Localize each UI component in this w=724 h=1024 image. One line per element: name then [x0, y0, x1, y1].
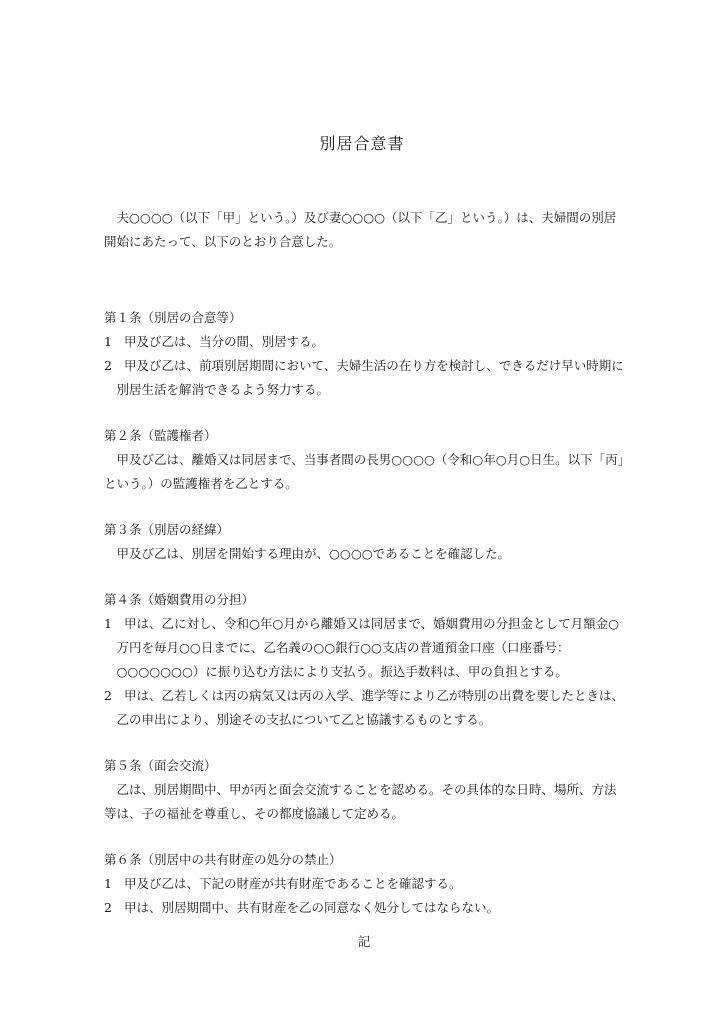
article-5 [104, 754, 624, 826]
article-paragraph: 甲及び乙は、離婚又は同居まで、当事者間の長男○○○○（令和○年○月○日生。以下「丙」という。）の監護権者を乙とする。 [104, 452, 624, 491]
article-6 [104, 848, 624, 920]
article-item: 2 甲は、別居期間中、共有財産を乙の同意なく処分してはならない。 [104, 900, 500, 915]
article-item: 1 甲は、乙に対し、令和○年○月から離婚又は同居まで、婚姻費用の分担金として月額金○万円を毎月○○日までに、乙名義の○○銀行○○支店の普通預金口座（口座番号：○○○○○○○）に振り込む方法により支払う。振込手数料は、甲の負担とする。 [104, 616, 619, 679]
article-2 [104, 424, 624, 496]
article-item: 2 甲及び乙は、前項別居期間において、夫婦生活の在り方を検討し、できるだけ早い時期に別居生活を解消できるよう努力する。 [104, 358, 624, 397]
article-3 [104, 518, 624, 566]
article-heading: 第５条（面会交流） [104, 758, 217, 773]
article-heading: 第３条（別居の経緯） [104, 522, 230, 537]
intro-paragraph: 夫○○○○（以下「甲」という。）及び妻○○○○（以下「乙」という。）は、夫婦間の別居開始にあたって、以下のとおり合意した。 [104, 210, 617, 249]
ki-marker: 記 [357, 934, 371, 949]
document-body [104, 206, 624, 954]
article-heading: 第１条（別居の合意等） [104, 310, 242, 325]
article-heading: 第２条（監護権者） [104, 428, 217, 443]
article-item: 2 甲は、乙若しくは丙の病気又は丙の入学、進学等により乙が特別の出費を要したときは、乙の申出により、別途その支払について乙と協議するものとする。 [104, 688, 625, 727]
article-1 [104, 306, 624, 402]
article-heading: 第６条（別居中の共有財産の処分の禁止） [104, 852, 342, 867]
article-4 [104, 588, 624, 732]
document-title: 別居合意書 [319, 134, 405, 153]
article-heading: 第４条（婚姻費用の分担） [104, 592, 255, 607]
article-paragraph: 乙は、別居期間中、甲が丙と面会交流することを認める。その具体的な日時、場所、方法等は、子の福祉を尊重し、その都度協議して定める。 [104, 782, 617, 821]
article-item: 1 甲及び乙は、当分の間、別居する。 [104, 334, 325, 349]
article-item: 1 甲及び乙は、下記の財産が共有財産であることを確認する。 [104, 876, 462, 891]
article-paragraph: 甲及び乙は、別居を開始する理由が、○○○○であることを確認した。 [116, 546, 511, 561]
